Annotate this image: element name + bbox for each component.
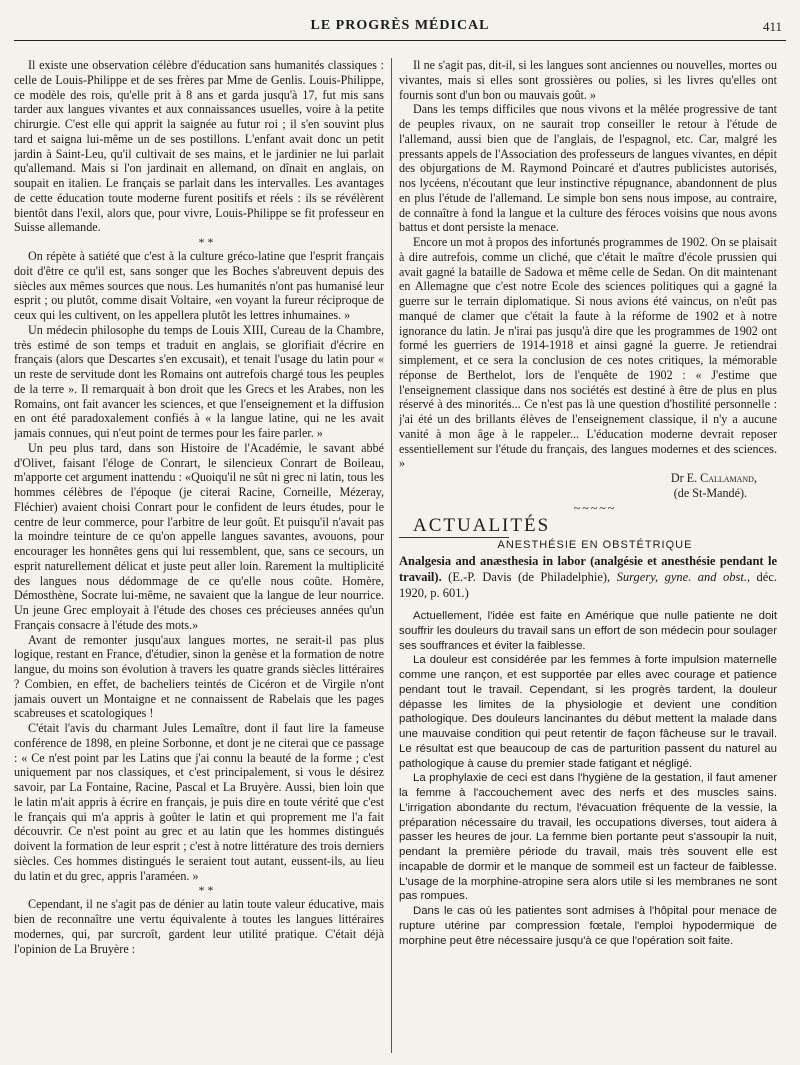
signature-name: E. Callamand, (686, 471, 757, 485)
ornamental-divider: ~~~~~ (573, 500, 617, 515)
paragraph: Un peu plus tard, dans son Histoire de l'Académie, le savant abbé d'Olivet, faisant l'éloge de Conrart, le silencieux Conrart de Boileau, m'apporte cet argument inattendu : «Quoiqu'il ne sût ni grec ni latin, tous les hommes célèbres de l'époque (je citerai Racine, Corneille, Mézeray, Fléchier) avaient choisi Conrart pour le confident de leurs études, pour le centre de leur commerce, pour l'arbitre de leur goût. Et puisqu'il n'avait pas la moindre teinture de ce qu'on appelle langues savantes, avouons, pour encourager les honnêtes gens qui lui ressemblent, que, sans ce secours, un esprit naturellement délicat et juste peut aller loin. Rarement la multiplicité des langues nous dédommage de ce qu'elle nous coûte. Homère, Démosthène, Socrate lui-même, ne savaient que la langue de leur nourrice. Un jeune Grec employait à l'étude des choses ces précieuses années qu'un Français consacre à l'étude des mots.» (14, 440, 384, 632)
paragraph: Cependant, il ne s'agit pas de dénier au latin toute valeur éducative, mais bien de reconnaître une vertu équivalente à toutes les langues littéraires modernes, qui, par surcroît, gardent leur utilité pratique. C'était déjà l'opinion de La Bruyère : (14, 897, 384, 956)
paragraph: La douleur est considérée par les femmes à forte impulsion maternelle comme une rançon, et est supportée par elles avec courage et patience pendant tout le travail. Cependant, si les progrès tardent, la douleur dépasse les limites de la physiologie et devient une condition pathologique. Des douleurs lancinantes du début mettent la malade dans une mauvaise condition qui peut retentir de façon fâcheuse sur le travail. Le résultat est que beaucoup de cas de parturition passent du naturel au pathologique à cause du premier stade fatigant et négligé. (399, 654, 777, 770)
paragraph: Un médecin philosophe du temps de Louis XIII, Cureau de la Chambre, très estimé de son temps et traduit en anglais, se glorifiait d'écrire en français (alors que Descartes s'en excusait), et tenait l'usage du latin pour « un reste de servitude dont les Romains ont autrefois chargé tous les peuples de la terre ». Il remarquait à bon droit que les Grecs et les Arabes, non les Romains, ont fait avancer les sciences, et que l'enseignement et la diffusion en ont été paradoxalement confiés à « la langue latine, qui ne les avait jamais connues, qui n'eut point de termes pour les faire parler. » (14, 322, 384, 440)
subsection-title: ANESTHÉSIE EN OBSTÉTRIQUE (497, 539, 693, 552)
signature-prefix: Dr (670, 471, 684, 485)
article-details: déc. 1920, p. 601.) (399, 570, 777, 600)
article-reference (399, 553, 777, 601)
asterism: * * (198, 235, 214, 249)
paragraph: Avant de remonter jusqu'aux langues mortes, ne serait-il pas plus logique, restant en France, d'étudier, sinon la genèse et la formation de notre langue, du moins son évolution à travers les quatre grands siècles littéraires ? Combien, en effet, de bacheliers teintés de Cicéron et de Virgile n'ont jamais ouvert un Montaigne et ne connaissent de Rabelais que les pages scabreuses et scatologiques ! (14, 632, 384, 721)
paragraph: Dans le cas où les patientes sont admises à l'hôpital pour menace de rupture utérine par compression fœtale, l'emploi hypodermique de morphine peut être nécessaire jusqu'à ce que l'opération soit faite. (399, 905, 777, 947)
article-abstract (399, 609, 777, 948)
paragraph: On répète à satiété que c'est à la culture gréco-latine que l'esprit français doit d'être ce qu'il est, sans songer que les Boches s'abreuvent depuis des siècles aux mêmes sources que nous. Les humanités n'ont pas humanisé leur esprit ; ou plutôt, comme disait Voltaire, «en voyant la fureur réciproque de ceux qui les cultivent, on les appellera plutôt les lettres inhumaines. » (14, 249, 384, 322)
paragraph: Actuellement, l'idée est faite en Amérique que nulle patiente ne doit souffrir les douleurs du travail sans un effort de son médecin pour soulager ses souffrances et éviter la faiblesse. (399, 610, 777, 652)
author-signature (399, 471, 777, 486)
asterism: * * (198, 883, 214, 898)
running-header (14, 12, 786, 41)
journal-title: LE PROGRÈS MÉDICAL (310, 18, 490, 33)
article-title: Analgesia and anæsthesia in labor (analgésie et anesthésie pendant le travail). (399, 554, 777, 584)
paragraph: Dans les temps difficiles que nous vivons et la mêlée progressive de tant de peuples rivaux, on ne saurait trop conseiller le retour à l'étude de l'allemand, aussi bien que de l'anglais, de l'espagnol, etc. Car, malgré les pressants appels de l'Association des professeurs de langues vivantes, en dépit des objurgations de M. Raymond Poincaré et d'autres publicistes autorisés, nos lycéens, n'écoutant que leur instinctive répugnance, abandonnent de plus en plus l'étude de l'allemand. Le simple bon sens nous impose, au contraire, de connaître à fond la langue et la culture des féroces voisins que nous avons battus et dont persiste la menace. (399, 102, 777, 235)
paragraph: Il ne s'agit pas, dit-il, si les langues sont anciennes ou nouvelles, mortes ou vivantes, mais si elles sont grossières ou polies, si les livres qu'elles ont fournis sont d'un bon ou mauvais goût. » (399, 58, 777, 102)
column-divider (391, 58, 392, 1053)
article-journal: Surgery, gyne. and obst., (616, 570, 751, 584)
paragraph: Encore un mot à propos des infortunés programmes de 1902. On se plaisait à dire autrefois, comme un cliché, que c'était le maître d'école prussien qui avait gagné la bataille de Sadowa et même celle de Sedan. On dit maintenant en Allemagne que c'est notre Ecole des sciences politiques qui a gagné la guerre sur le terrain diplomatique. Si nous avions été vaincus, on n'eût pas manqué de clamer que c'était la faute à la réforme de 1902 et à notre ignorance du latin. Je n'irai pas jusqu'à dire que les programmes de 1902 ont formé les guerriers de 1914-1918 et ainsi gagné la guerre. Je retiendrai simplement, et ce sera la conclusion de ces notes critiques, la mémorable réponse de Berthelot, lors de l'enquête de 1902 : « J'estime que l'enseignement classique dans nos sociétés est destiné à être de plus en plus réservé à des minorités... Ce n'est pas là une question d'hostilité personnelle : j'ai été un des brillants élèves de l'enseignement classique, il n'y a aucune vanité à mon âge à le rappeler... L'éducation moderne devrait reposer essentiellement sur l'étude du français, des langues modernes et des sciences. » (399, 235, 777, 471)
paragraph: La prophylaxie de ceci est dans l'hygiène de la gestation, il faut amener la femme à l'accouchement avec des nerfs et des muscles sains. L'irrigation abondante du rectum, l'évacuation fréquente de la vessie, la préparation nécessaire du travail, les occupations diverses, tout aidera à passer les heures de jour. La femme bien portante peut s'assoupir la nuit, pendant la première période du travail, mais très souvent elle est incapable de dormir et le manque de sommeil est un facteur de faiblesse. L'usage de la morphine-atropine sera alors utile si les membranes ne sont pas rompues. (399, 772, 777, 903)
page-number: 411 (762, 19, 782, 34)
section-title: ACTUALITÉS (399, 515, 509, 538)
paragraph: Il existe une observation célèbre d'éducation sans humanités classiques : celle de Louis-Philippe et de ses frères par Mme de Genlis. Louis-Philippe, ce modèle des rois, qu'elle prit à 8 ans et garda jusqu'à 17, fut mis sans tarder aux langues vivantes et aux connaissances usuelles, voire à la petite chirurgie. C'est elle qui apprit la saignée au futur roi ; il s'en souvint plus tard et saigna lui-même un de ses postillons. L'enfant avait donc un petit jardin à Saint-Leu, qu'il cultivait de ses mains, et le jardinier ne lui parlait qu'allemand. Mais si l'on jardinait en allemand, on dînait en anglais, on soupait en italien. Le français se parlait dans les intervalles. Les avantages de cette éducation toute moderne furent positifs et réels : ils se révélèrent bientôt dans l'exil, alors que, pour vivre, Louis-Philippe se fit professeur en Suisse allemande. (14, 58, 384, 235)
paragraph: C'était l'avis du charmant Jules Lemaître, dont il faut lire la fameuse conférence de 1898, en pleine Sorbonne, et dont je ne citerai que ce passage : « Ce n'est point par les Latins que j'ai connu la beauté de la forme ; c'est uniquement par nos classiques, et c'est principalement, si vous le désirez savoir, par La Fontaine, Racine, Pascal et La Bruyère. Aussi, bien loin que le latin m'ait appris à écrire en français, je puis dire en toute vérité que c'est le français qui m'a appris à goûter le latin et qui proprement me l'a fait découvrir. Ce n'est point au grec et au latin que les hommes distingués doivent la formation de leur esprit ; c'est à notre littérature des trois derniers siècles. Ces hommes distingués le seraient tout autant, eussent-ils, au lieu du latin et du grec, appris l'araméen. » (14, 721, 384, 883)
left-column (14, 58, 384, 1065)
signature-place: (de St-Mandé). (673, 485, 747, 500)
right-column (399, 58, 777, 1065)
article-author: (E.-P. Davis (de Philadelphie), (448, 570, 611, 584)
